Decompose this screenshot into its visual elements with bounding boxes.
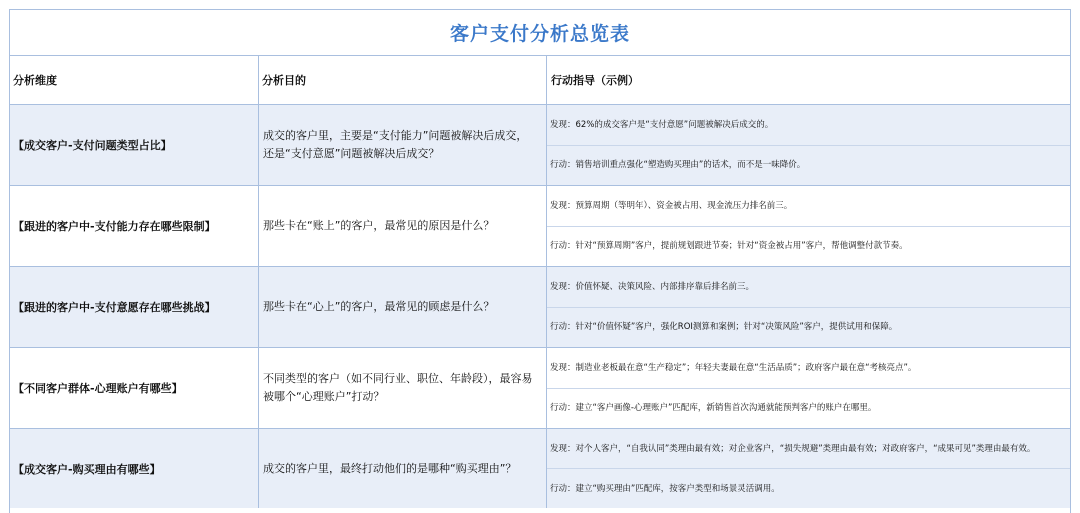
row-action: 行动：建立“客户画像-心理账户”匹配库，新销售首次沟通就能预判客户的账户在哪里。 bbox=[550, 403, 877, 414]
row-dimension: 【跟进的客户中-支付意愿存在哪些挑战】 bbox=[10, 267, 259, 347]
row-action-guide bbox=[547, 186, 1070, 266]
row-purpose: 那些卡在“账上”的客户，最常见的原因是什么？ bbox=[259, 186, 547, 266]
row-purpose: 那些卡在“心上”的客户，最常见的顾虑是什么？ bbox=[259, 267, 547, 347]
row-dimension: 【跟进的客户中-支付能力存在哪些限制】 bbox=[10, 186, 259, 266]
row-action-guide bbox=[547, 348, 1070, 428]
row-dimension: 【成交客户-购买理由有哪些】 bbox=[10, 429, 259, 508]
header-row bbox=[10, 56, 1070, 105]
row-dimension: 【不同客户群体-心理账户有哪些】 bbox=[10, 348, 259, 428]
row-finding: 发现：62%的成交客户是“支付意愿”问题被解决后成交的。 bbox=[547, 105, 1070, 146]
table-row bbox=[10, 186, 1070, 267]
row-finding: 发现：制造业老板最在意“生产稳定”；年轻夫妻最在意“生活品质”；政府客户最在意“考核亮点”。 bbox=[547, 348, 1070, 389]
row-dimension: 【成交客户-支付问题类型占比】 bbox=[10, 105, 259, 185]
row-purpose: 成交的客户里，主要是“支付能力”问题被解决后成交，还是“支付意愿”问题被解决后成交？ bbox=[259, 105, 547, 185]
row-finding: 发现：对个人客户，“自我认同”类理由最有效；对企业客户，“损失规避”类理由最有效；对政府客户，“成果可见”类理由最有效。 bbox=[547, 429, 1070, 469]
table-title: 客户支付分析总览表 bbox=[449, 23, 630, 45]
title-row bbox=[10, 10, 1070, 56]
row-finding: 发现：价值怀疑、决策风险、内部排序靠后排名前三。 bbox=[547, 267, 1070, 308]
row-action-guide bbox=[547, 105, 1070, 185]
row-finding: 发现：预算周期（等明年）、资金被占用、现金流压力排名前三。 bbox=[547, 186, 1070, 227]
table-row bbox=[10, 105, 1070, 186]
row-action: 行动：针对“预算周期”客户，提前规划跟进节奏；针对“资金被占用”客户，帮他调整付款节奏。 bbox=[550, 241, 908, 252]
header-action: 行动指导（示例） bbox=[551, 74, 639, 87]
header-purpose: 分析目的 bbox=[259, 56, 547, 104]
header-dimension: 分析维度 bbox=[10, 56, 259, 104]
row-action-guide bbox=[547, 429, 1070, 508]
table-row bbox=[10, 267, 1070, 348]
row-action: 行动：销售培训重点强化“塑造购买理由”的话术，而不是一味降价。 bbox=[550, 160, 806, 171]
row-action-guide bbox=[547, 267, 1070, 347]
analysis-table bbox=[9, 9, 1071, 513]
row-purpose: 成交的客户里，最终打动他们的是哪种“购买理由”？ bbox=[259, 429, 547, 508]
row-action: 行动：针对“价值怀疑”客户，强化ROI测算和案例；针对“决策风险”客户，提供试用和保障。 bbox=[550, 322, 898, 333]
row-purpose: 不同类型的客户（如不同行业、职位、年龄段），最容易被哪个“心理账户”打动？ bbox=[259, 348, 547, 428]
row-action: 行动：建立“购买理由”匹配库，按客户类型和场景灵活调用。 bbox=[550, 483, 780, 494]
table-row bbox=[10, 348, 1070, 429]
table-row bbox=[10, 429, 1070, 508]
